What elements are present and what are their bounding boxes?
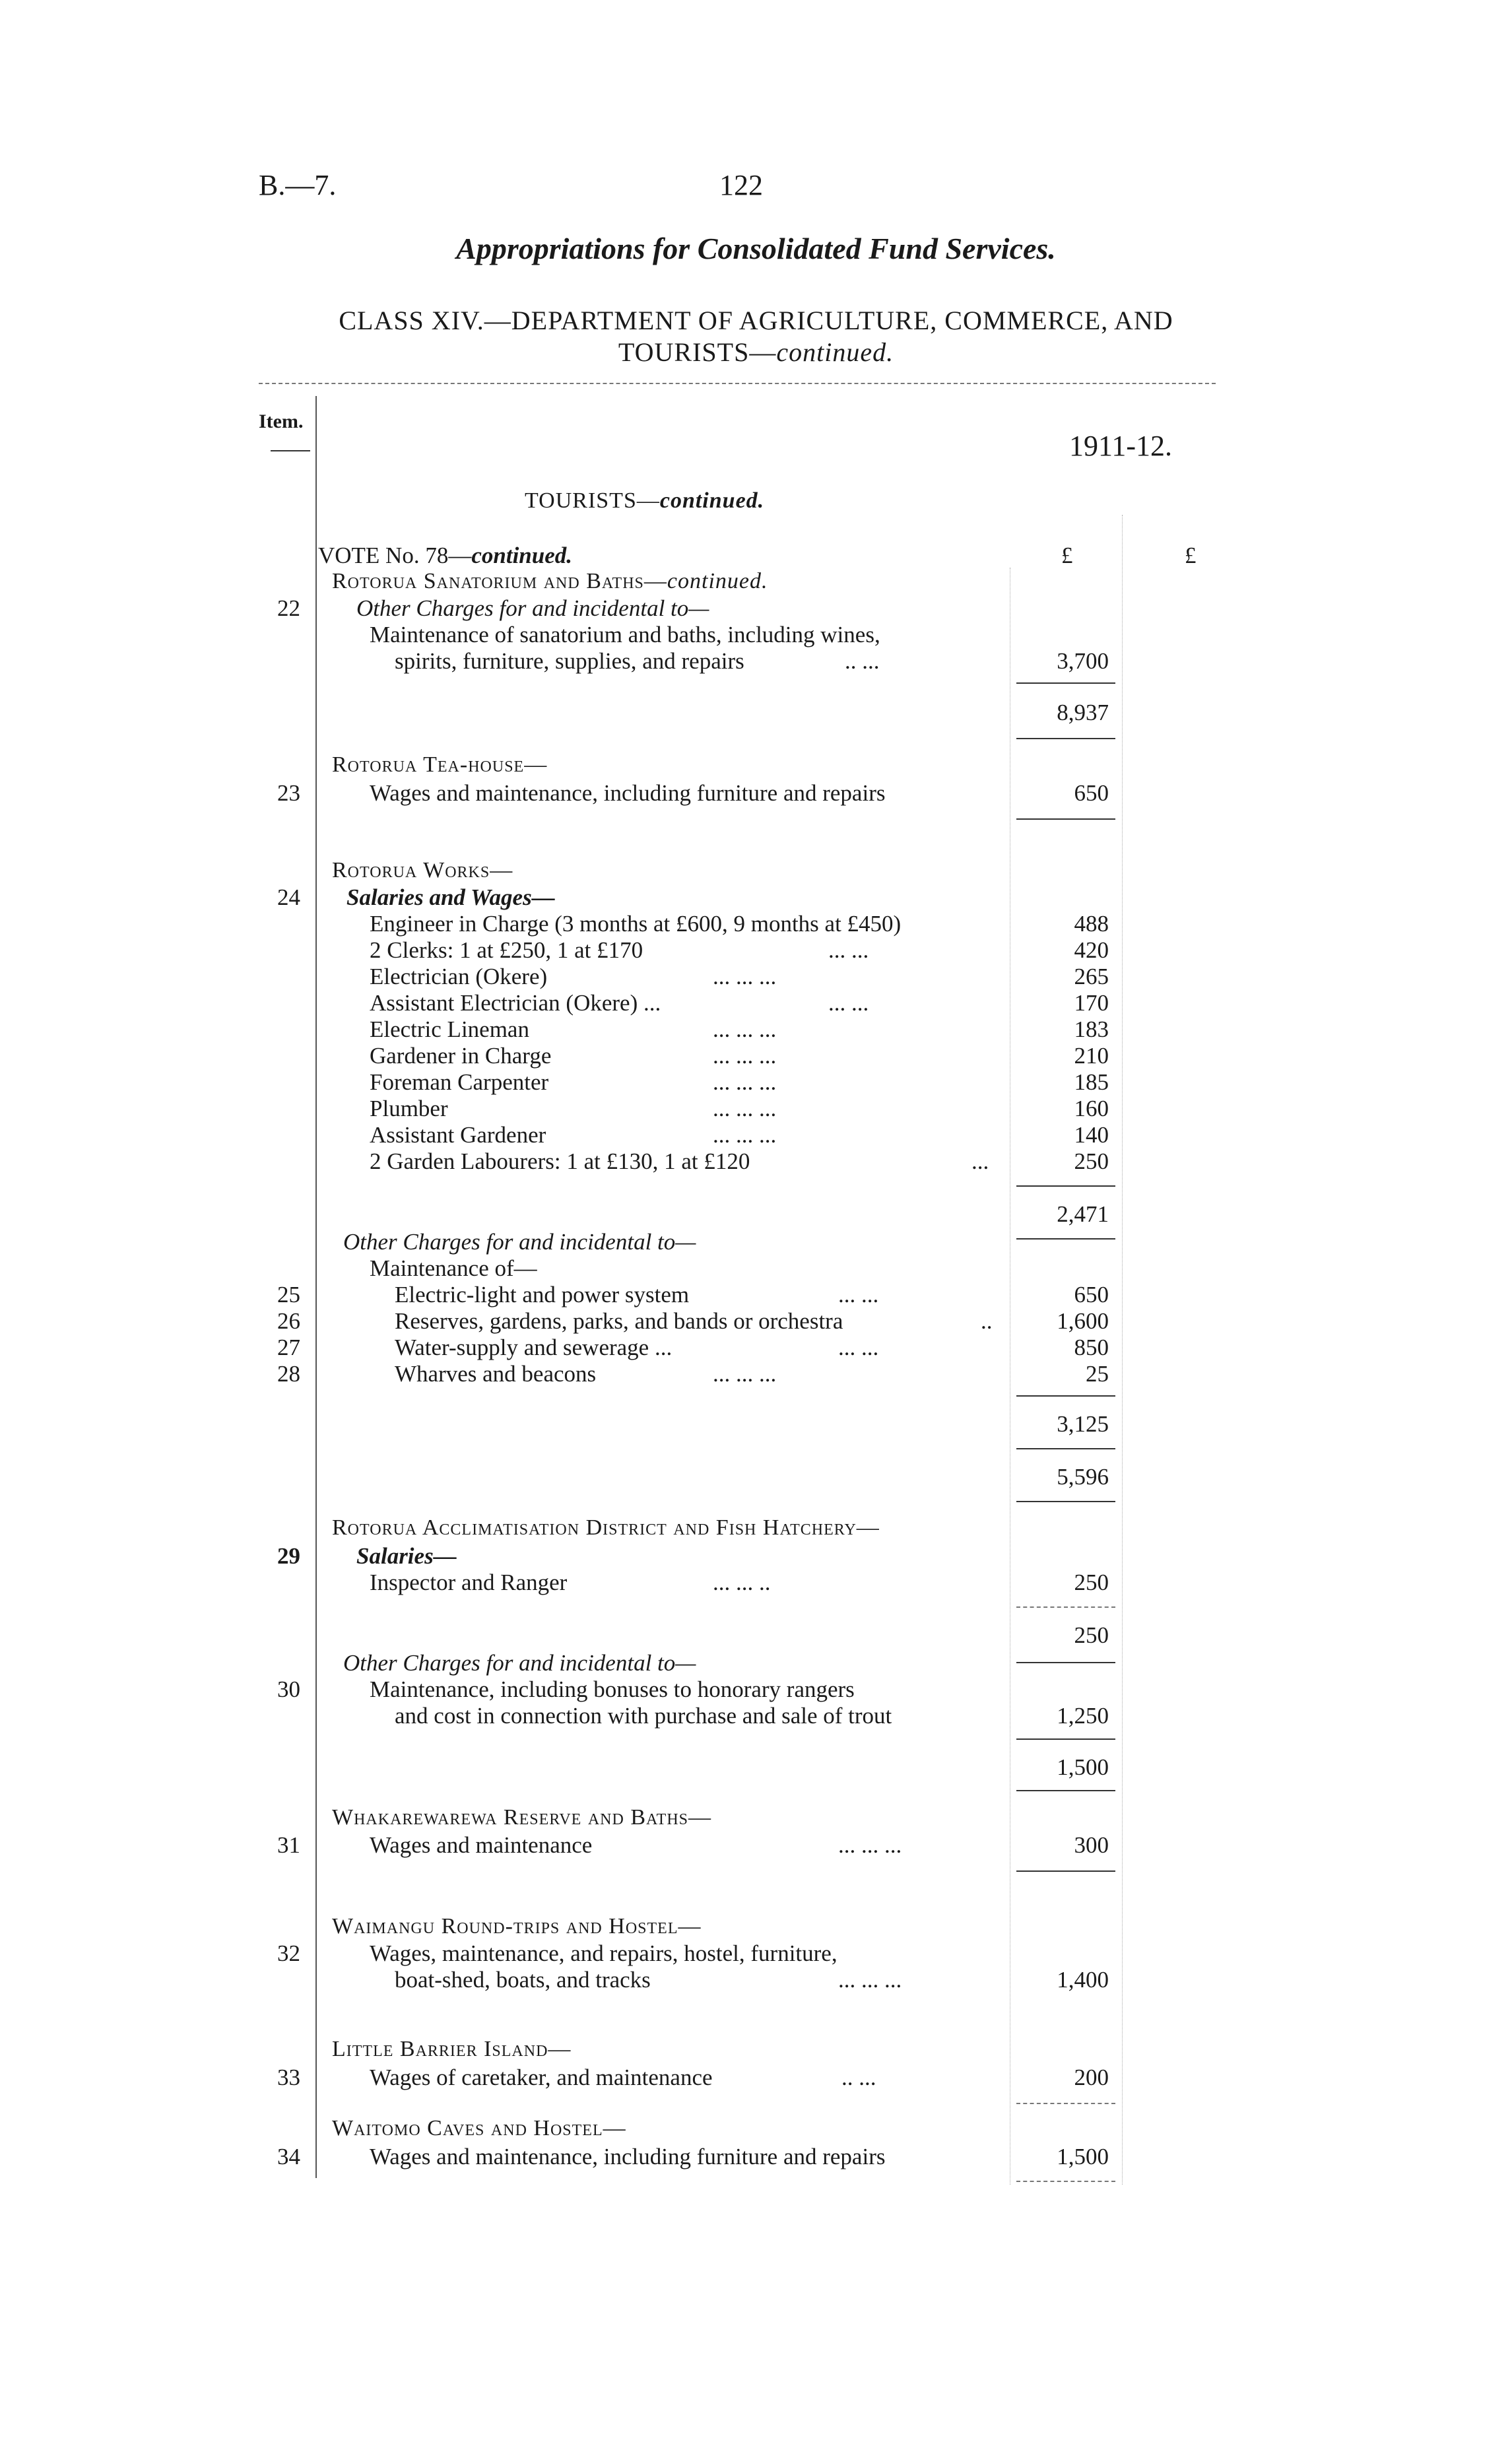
works-maint-row-3-label: Water-supply and sewerage ... [395,1335,673,1360]
works-row-9-label: Assistant Gardener [370,1122,546,1148]
works-maint-total: 3,125 [1057,1411,1109,1437]
works-total: 5,596 [1057,1464,1109,1490]
sanatorium-line2-leader: .. ... [845,648,880,674]
works-row-9-amount: 140 [1074,1122,1109,1148]
sanatorium-heading-italic: continued. [667,569,768,593]
sanatorium-line2: spirits, furniture, supplies, and repairs [395,648,744,674]
waitomo-heading: Waitomo Caves and Hostel— [332,2116,626,2140]
barrier-dash-rule [1016,2103,1115,2104]
works-row-7-label: Foreman Carpenter [370,1069,549,1095]
works-row-3-leader: ... ... ... [713,964,777,989]
item-number-33: 33 [277,2065,300,2090]
works-row-8-amount: 160 [1074,1096,1109,1121]
works-row-4-amount: 170 [1074,990,1109,1016]
works-row-1-label: Engineer in Charge (3 months at £600, 9 months at £450) [370,911,902,937]
item-number-29: 29 [277,1543,300,1569]
works-row-5-amount: 183 [1074,1016,1109,1042]
works-heading: Rotorua Works— [332,858,513,882]
waimangu-line1: Wages, maintenance, and repairs, hostel, furniture, [370,1940,838,1966]
page-title: Appropriations for Consolidated Fund Services. [456,232,1056,265]
barrier-heading: Little Barrier Island— [332,2037,572,2061]
outer-amount-column-divider [1122,515,1123,2185]
works-row-2-label: 2 Clerks: 1 at £250, 1 at £170 [370,937,643,963]
sanatorium-heading [332,569,768,594]
barrier-line-leader: .. ... [841,2065,876,2090]
works-row-3-amount: 265 [1074,964,1109,989]
item-number-26: 26 [277,1308,300,1334]
acclim-subtotal: 250 [1074,1622,1109,1648]
acclim-line: Inspector and Ranger [370,1570,568,1595]
item-number-30: 30 [277,1676,300,1702]
item-number-22: 22 [277,595,300,621]
works-salaries-rule [1016,1185,1115,1187]
acclim-total: 1,500 [1057,1754,1109,1780]
pound-symbol-inner: £ [1061,543,1073,568]
works-salaries-total-rule [1016,1238,1115,1240]
acclim-amount2: 1,250 [1057,1703,1109,1729]
sanatorium-rule-top [1016,682,1115,684]
teahouse-amount: 650 [1074,780,1109,806]
works-maint-row-2-amount: 1,600 [1057,1308,1109,1334]
works-maint-row-1-leader: ... ... [838,1282,879,1307]
works-row-10-label: 2 Garden Labourers: 1 at £130, 1 at £120 [370,1148,750,1174]
section-heading-italic: continued. [659,488,765,513]
works-row-7-leader: ... ... ... [713,1069,777,1095]
whaka-heading: Whakarewarewa Reserve and Baths— [332,1805,712,1830]
works-row-6-amount: 210 [1074,1043,1109,1069]
acclim-total-rule [1016,1790,1115,1791]
barrier-amount: 200 [1074,2065,1109,2090]
works-row-4-leader: ... ... [828,990,869,1016]
page-number: 122 [719,169,763,201]
acclim-dash-rule [1016,1606,1115,1608]
works-maint-row-1-label: Electric-light and power system [395,1282,690,1307]
whaka-line: Wages and maintenance [370,1832,593,1858]
teahouse-line: Wages and maintenance, including furniture and repairs [370,780,886,806]
item-column-header: Item. [259,411,304,432]
vote-heading-italic: continued. [471,543,573,568]
section-heading [525,488,764,513]
pound-symbol-outer: £ [1185,543,1197,568]
teahouse-rule [1016,818,1115,820]
whaka-amount: 300 [1074,1832,1109,1858]
acclim-line2b: and cost in connection with purchase and sale of trout [395,1703,892,1729]
item-number-24: 24 [277,884,300,910]
barrier-line: Wages of caretaker, and maintenance [370,2065,713,2090]
acclim-line2a: Maintenance, including bonuses to honorary rangers [370,1676,855,1702]
works-row-7-amount: 185 [1074,1069,1109,1095]
works-row-8-label: Plumber [370,1096,448,1121]
acclim-amount2-rule [1016,1738,1115,1740]
acclim-line-leader: ... ... .. [713,1570,771,1595]
sanatorium-line1: Maintenance of sanatorium and baths, including wines, [370,622,880,647]
works-other-charges: Other Charges for and incidental to— [343,1229,696,1255]
item-number-31: 31 [277,1832,300,1858]
sanatorium-heading-main: Rotorua Sanatorium and Baths— [332,569,667,593]
works-maint-row-4-label: Wharves and beacons [395,1361,597,1387]
works-maint-row-4-leader: ... ... ... [713,1361,777,1387]
waitomo-dash-rule [1016,2181,1115,2182]
waitomo-line: Wages and maintenance, including furniture and repairs [370,2144,886,2169]
works-row-5-leader: ... ... ... [713,1016,777,1042]
header-divider [259,383,1216,384]
works-row-2-amount: 420 [1074,937,1109,963]
works-row-10-amount: 250 [1074,1148,1109,1174]
sanatorium-amount: 3,700 [1057,648,1109,674]
works-maint-rule [1016,1395,1115,1397]
works-maint-row-1-amount: 650 [1074,1282,1109,1307]
works-row-8-leader: ... ... ... [713,1096,777,1121]
acclim-heading: Rotorua Acclimatisation District and Fish Hatchery— [332,1515,880,1540]
works-maint-row-3-leader: ... ... [838,1335,879,1360]
works-row-1-amount: 488 [1074,911,1109,937]
works-row-9-leader: ... ... ... [713,1122,777,1148]
sanatorium-total: 8,937 [1057,700,1109,725]
waimangu-heading: Waimangu Round-trips and Hostel— [332,1914,702,1938]
works-salaries-total: 2,471 [1057,1201,1109,1227]
works-row-10-leader: ... [971,1148,989,1174]
works-maint-total-rule [1016,1448,1115,1449]
works-total-rule [1016,1501,1115,1502]
works-maint-row-2-leader: .. [981,1308,993,1334]
item-column-divider [315,396,317,2178]
works-row-6-label: Gardener in Charge [370,1043,552,1069]
class-heading-line2 [0,337,1512,368]
class-heading-line1: CLASS XIV.—DEPARTMENT OF AGRICULTURE, COMMERCE, AND [339,306,1173,335]
acclim-other-charges: Other Charges for and incidental to— [343,1650,696,1676]
year-column-header: 1911-12. [1069,430,1173,462]
item-number-28: 28 [277,1361,300,1387]
item-number-32: 32 [277,1940,300,1966]
teahouse-heading: Rotorua Tea-house— [332,752,548,777]
item-number-23: 23 [277,780,300,806]
item-number-25: 25 [277,1282,300,1307]
works-row-2-leader: ... ... [828,937,869,963]
waimangu-line2-leader: ... ... ... [838,1967,902,1993]
works-row-3-label: Electrician (Okere) [370,964,548,989]
item-header-rule [271,450,310,451]
item-number-27: 27 [277,1335,300,1360]
works-salaries-heading: Salaries and Wages— [346,884,555,910]
section-heading-main: TOURISTS— [525,488,660,513]
works-row-6-leader: ... ... ... [713,1043,777,1069]
acclim-amount: 250 [1074,1570,1109,1595]
works-maint-row-4-amount: 25 [1086,1361,1109,1387]
whaka-rule [1016,1870,1115,1872]
vote-heading [318,543,572,569]
sanatorium-rule-bottom [1016,738,1115,739]
works-row-4-label: Assistant Electrician (Okere) ... [370,990,661,1016]
whaka-line-leader: ... ... ... [838,1832,902,1858]
vote-heading-main: VOTE No. 78— [318,543,472,568]
sanatorium-other-charges: Other Charges for and incidental to— [356,595,709,621]
waimangu-line2: boat-shed, boats, and tracks [395,1967,651,1993]
works-maint-row-3-amount: 850 [1074,1335,1109,1360]
works-maint-row-2-label: Reserves, gardens, parks, and bands or orchestra [395,1308,843,1334]
document-reference: B.—7. [259,169,337,201]
acclim-subtotal-rule [1016,1662,1115,1663]
class-heading-main: TOURISTS— [618,337,777,367]
works-row-5-label: Electric Lineman [370,1016,529,1042]
item-number-34: 34 [277,2144,300,2169]
acclim-salaries-heading: Salaries— [356,1543,457,1569]
class-heading-italic: continued. [776,337,894,367]
waitomo-amount: 1,500 [1057,2144,1109,2169]
works-maintenance-of: Maintenance of— [370,1255,537,1281]
waimangu-amount: 1,400 [1057,1967,1109,1993]
